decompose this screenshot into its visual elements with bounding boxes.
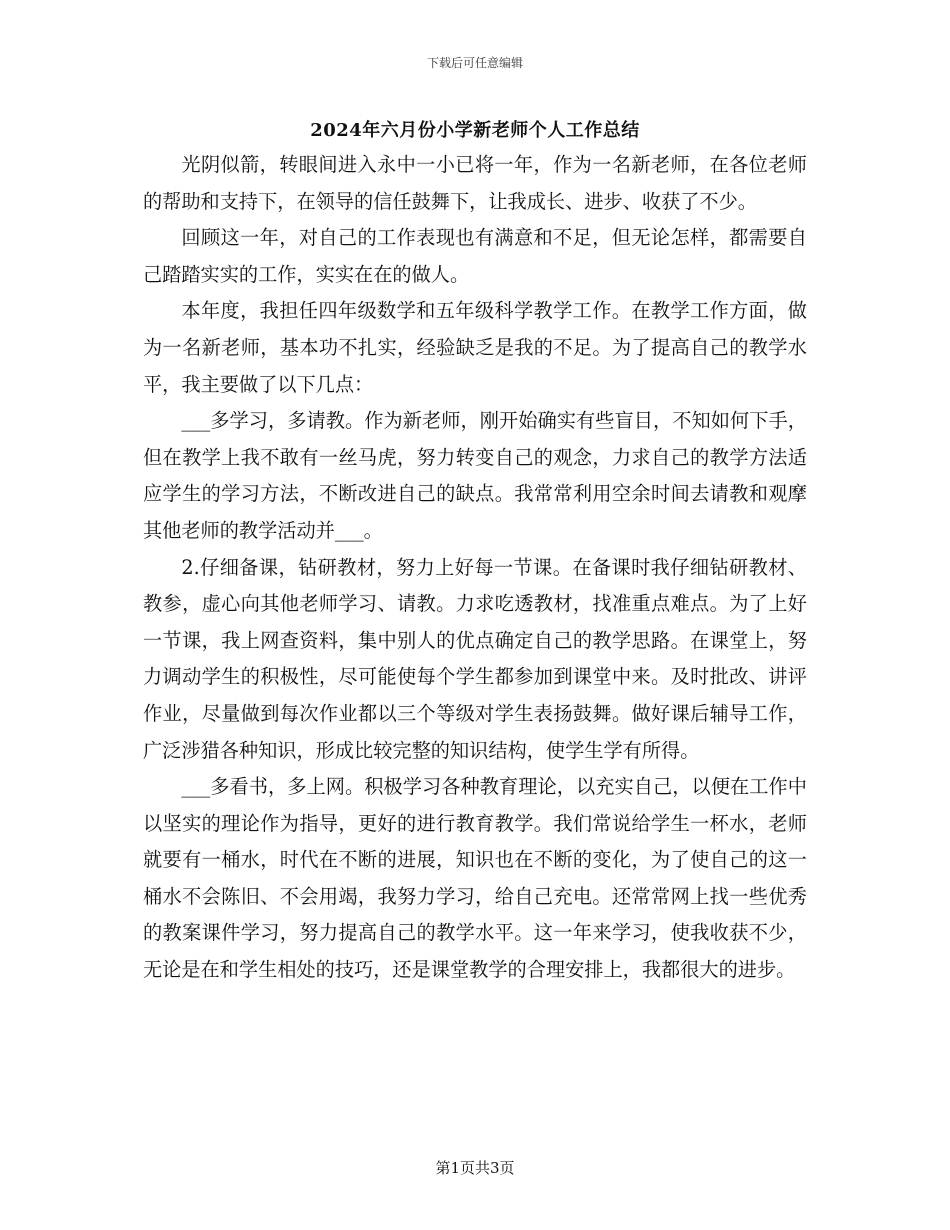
document-title: 2024年六月份小学新老师个人工作总结 xyxy=(310,120,640,141)
paragraph: 2.仔细备课，钻研教材，努力上好每一节课。在备课时我仔细钻研教材、教参，虚心向其他老师学习、请教。力求吃透教材，找准重点难点。为了上好一节课，我上网查资料，集中别人的优点确定自己的教学思路。在课堂上，努力调动学生的积极性，尽可能使每个学生都参加到课堂中来。及时批改、讲评作业，尽量做到每次作业都以三个等级对学生表扬鼓舞。做好课后辅导工作，广泛涉猎各种知识，形成比较完整的知识结构，使学生学有所得。 xyxy=(143,555,807,762)
document-body xyxy=(143,147,807,989)
paragraph: ___多看书，多上网。积极学习各种教育理论，以充实自己，以便在工作中以坚实的理论作为指导，更好的进行教育教学。我们常说给学生一杯水，老师就要有一桶水，时代在不断的进展，知识也在不断的变化，为了使自己的这一桶水不会陈旧、不会用竭，我努力学习，给自己充电。还常常网上找一些优秀的教案课件学习，努力提高自己的教学水平。这一年来学习，使我收获不少，无论是在和学生相处的技巧，还是课堂教学的合理安排上，我都很大的进步。 xyxy=(143,775,807,982)
paragraph: 本年度，我担任四年级数学和五年级科学教学工作。在教学工作方面，做为一名新老师，基本功不扎实，经验缺乏是我的不足。为了提高自己的教学水平，我主要做了以下几点： xyxy=(143,299,807,396)
page-number: 第1页共3页 xyxy=(435,1159,515,1177)
header-note: 下载后可任意编辑 xyxy=(426,56,523,70)
paragraph: ___多学习，多请教。作为新老师，刚开始确实有些盲目，不知如何下手，但在教学上我不敢有一丝马虎，努力转变自己的观念，力求自己的教学方法适应学生的学习方法，不断改进自己的缺点。我常常利用空余时间去请教和观摩其他老师的教学活动并___。 xyxy=(143,409,807,542)
paragraph: 回顾这一年，对自己的工作表现也有满意和不足，但无论怎样，都需要自己踏踏实实的工作，实实在在的做人。 xyxy=(143,226,807,286)
paragraph: 光阴似箭，转眼间进入永中一小已将一年，作为一名新老师，在各位老师的帮助和支持下，在领导的信任鼓舞下，让我成长、进步、收获了不少。 xyxy=(143,153,807,213)
